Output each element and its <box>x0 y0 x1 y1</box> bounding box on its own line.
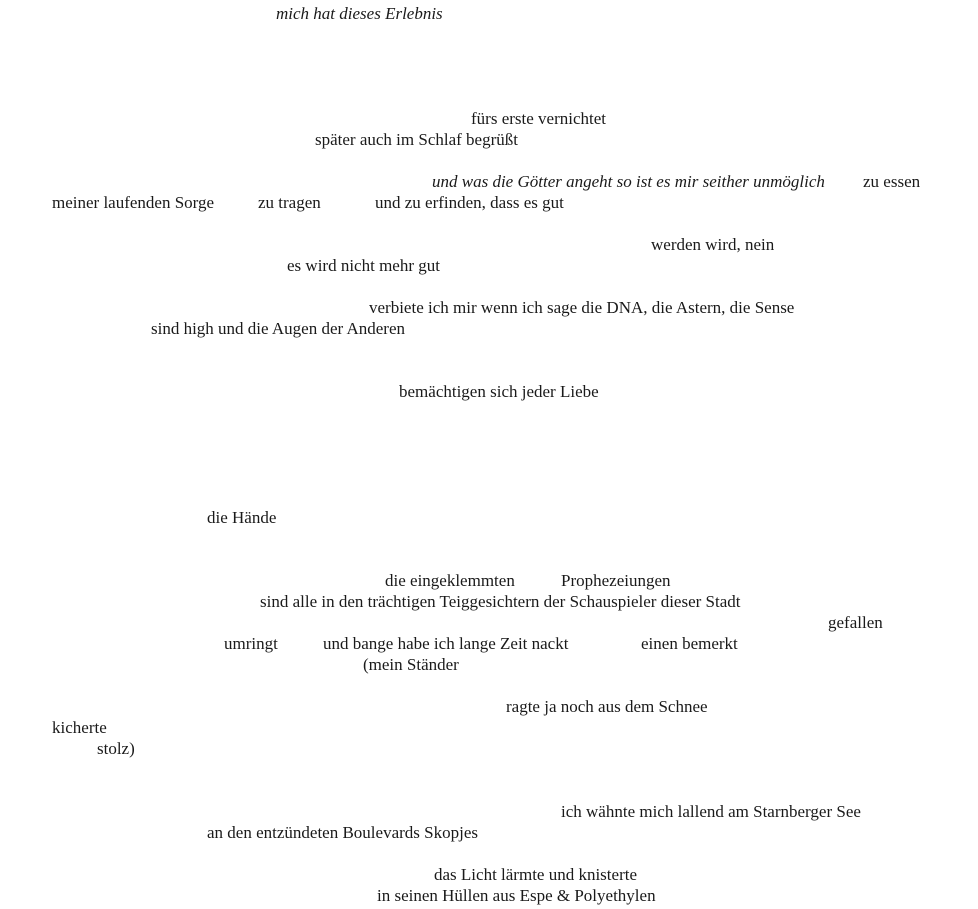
poem-line: zu essen <box>863 172 921 191</box>
poem-line: und bange habe ich lange Zeit nackt <box>323 634 569 653</box>
poem-line: und was die Götter angeht so ist es mir seither unmöglich <box>432 172 825 191</box>
poem-line: meiner laufenden Sorge <box>52 193 215 212</box>
poem-line: fürs erste vernichtet <box>471 109 606 128</box>
poem-line: sind alle in den trächtigen Teiggesichtern der Schauspieler dieser Stadt <box>260 592 741 611</box>
poem-line: an den entzündeten Boulevards Skopjes <box>207 823 478 842</box>
poem-line: ragte ja noch aus dem Schnee <box>506 697 708 716</box>
poem-line: bemächtigen sich jeder Liebe <box>399 382 599 401</box>
poem-line: umringt <box>224 634 278 653</box>
poem-line: sind high und die Augen der Anderen <box>151 319 406 338</box>
poem-line: verbiete ich mir wenn ich sage die DNA, die Astern, die Sense <box>369 298 795 317</box>
poem-line: ich wähnte mich lallend am Starnberger See <box>561 802 861 821</box>
poem-line: gefallen <box>828 613 883 632</box>
poem-line: das Licht lärmte und knisterte <box>434 865 637 884</box>
poem-line: in seinen Hüllen aus Espe & Polyethylen <box>377 886 656 905</box>
poem-line: die Hände <box>207 508 277 527</box>
poem-line: Prophezeiungen <box>561 571 671 590</box>
poem-line: und zu erfinden, dass es gut <box>375 193 564 212</box>
poem-line: es wird nicht mehr gut <box>287 256 440 275</box>
poem-line: zu tragen <box>258 193 321 212</box>
poem-line: (mein Ständer <box>363 655 459 674</box>
poem-line: stolz) <box>97 739 135 758</box>
poem-line: später auch im Schlaf begrüßt <box>315 130 518 149</box>
poem-line: einen bemerkt <box>641 634 738 653</box>
poem-line: kicherte <box>52 718 107 737</box>
poem-line: die eingeklemmten <box>385 571 515 590</box>
poem-line: mich hat dieses Erlebnis <box>276 4 443 23</box>
poem-line: werden wird, nein <box>651 235 775 254</box>
